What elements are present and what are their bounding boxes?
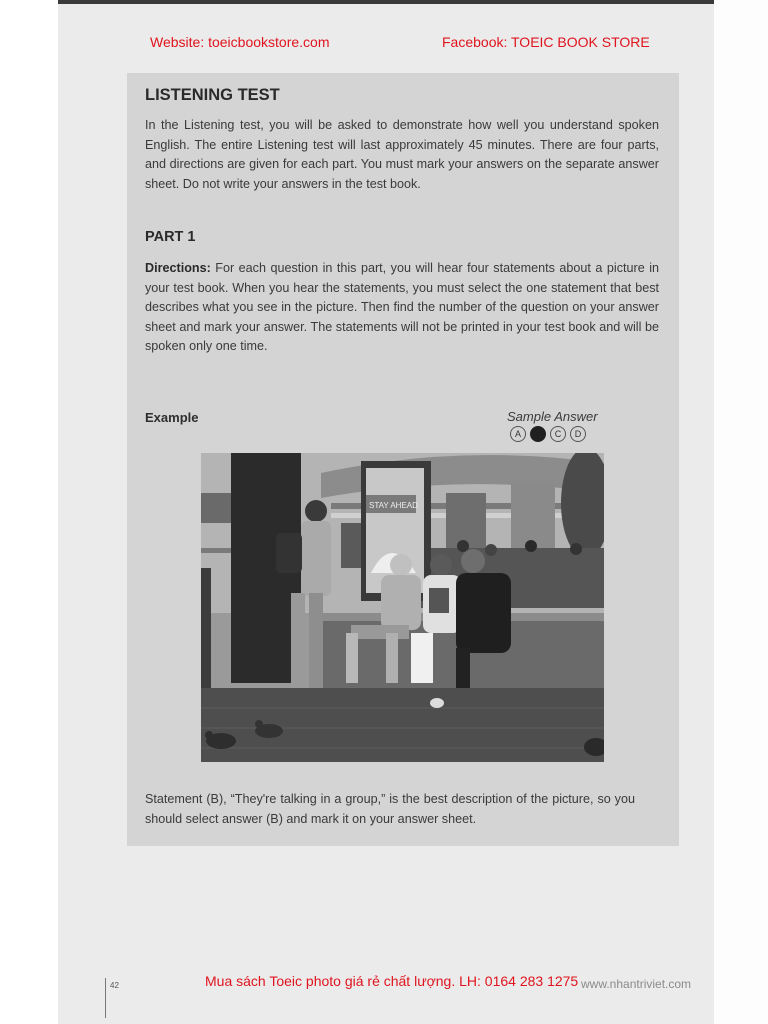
answer-bubble-c: C <box>550 426 566 442</box>
example-photo <box>201 453 604 762</box>
part1-directions <box>145 259 659 357</box>
page-right-margin <box>714 0 768 1024</box>
sample-answer-label: Sample Answer <box>507 409 598 424</box>
directions-label: Directions: <box>145 261 211 275</box>
directions-text: For each question in this part, you will hear four statements about a picture in your test book. When you hear the statements, you must select the one statement that best describes what you see in the picture. Then find the number of the question on your answer sheet and mark your answer. The statements will not be printed in your test book and will be spoken only one time. <box>145 261 659 354</box>
part1-title: PART 1 <box>145 229 196 245</box>
example-caption: Statement (B), “They're talking in a group,” is the best description of the picture, so you should select answer (B) and mark it on your answer sheet. <box>145 792 635 826</box>
listening-intro: In the Listening test, you will be asked to demonstrate how well you understand spoken English. The entire Listening test will last approximately 45 minutes. There are four parts, and directions are given for each part. You must mark your answers on the separate answer sheet. Do not write your answers in the test book. <box>145 118 659 191</box>
facebook-link[interactable]: Facebook: TOEIC BOOK STORE <box>442 34 650 50</box>
page-number: 42 <box>110 981 119 990</box>
page-margin-line <box>105 978 106 1018</box>
answer-bubble-b <box>530 426 546 442</box>
example-label: Example <box>145 410 199 425</box>
footer-site-watermark: www.nhantriviet.com <box>581 977 692 991</box>
answer-bubble-d: D <box>570 426 586 442</box>
website-link[interactable]: Website: toeicbookstore.com <box>150 34 330 50</box>
ad-board-text: STAY AHEAD <box>369 501 418 510</box>
page-left-margin <box>0 0 58 1024</box>
sample-answer-bubbles <box>510 426 586 442</box>
footer-promo: Mua sách Toeic photo giá rẻ chất lượng. LH: 0164 283 1275 <box>205 973 579 989</box>
answer-bubble-a: A <box>510 426 526 442</box>
listening-test-title: LISTENING TEST <box>145 86 280 104</box>
